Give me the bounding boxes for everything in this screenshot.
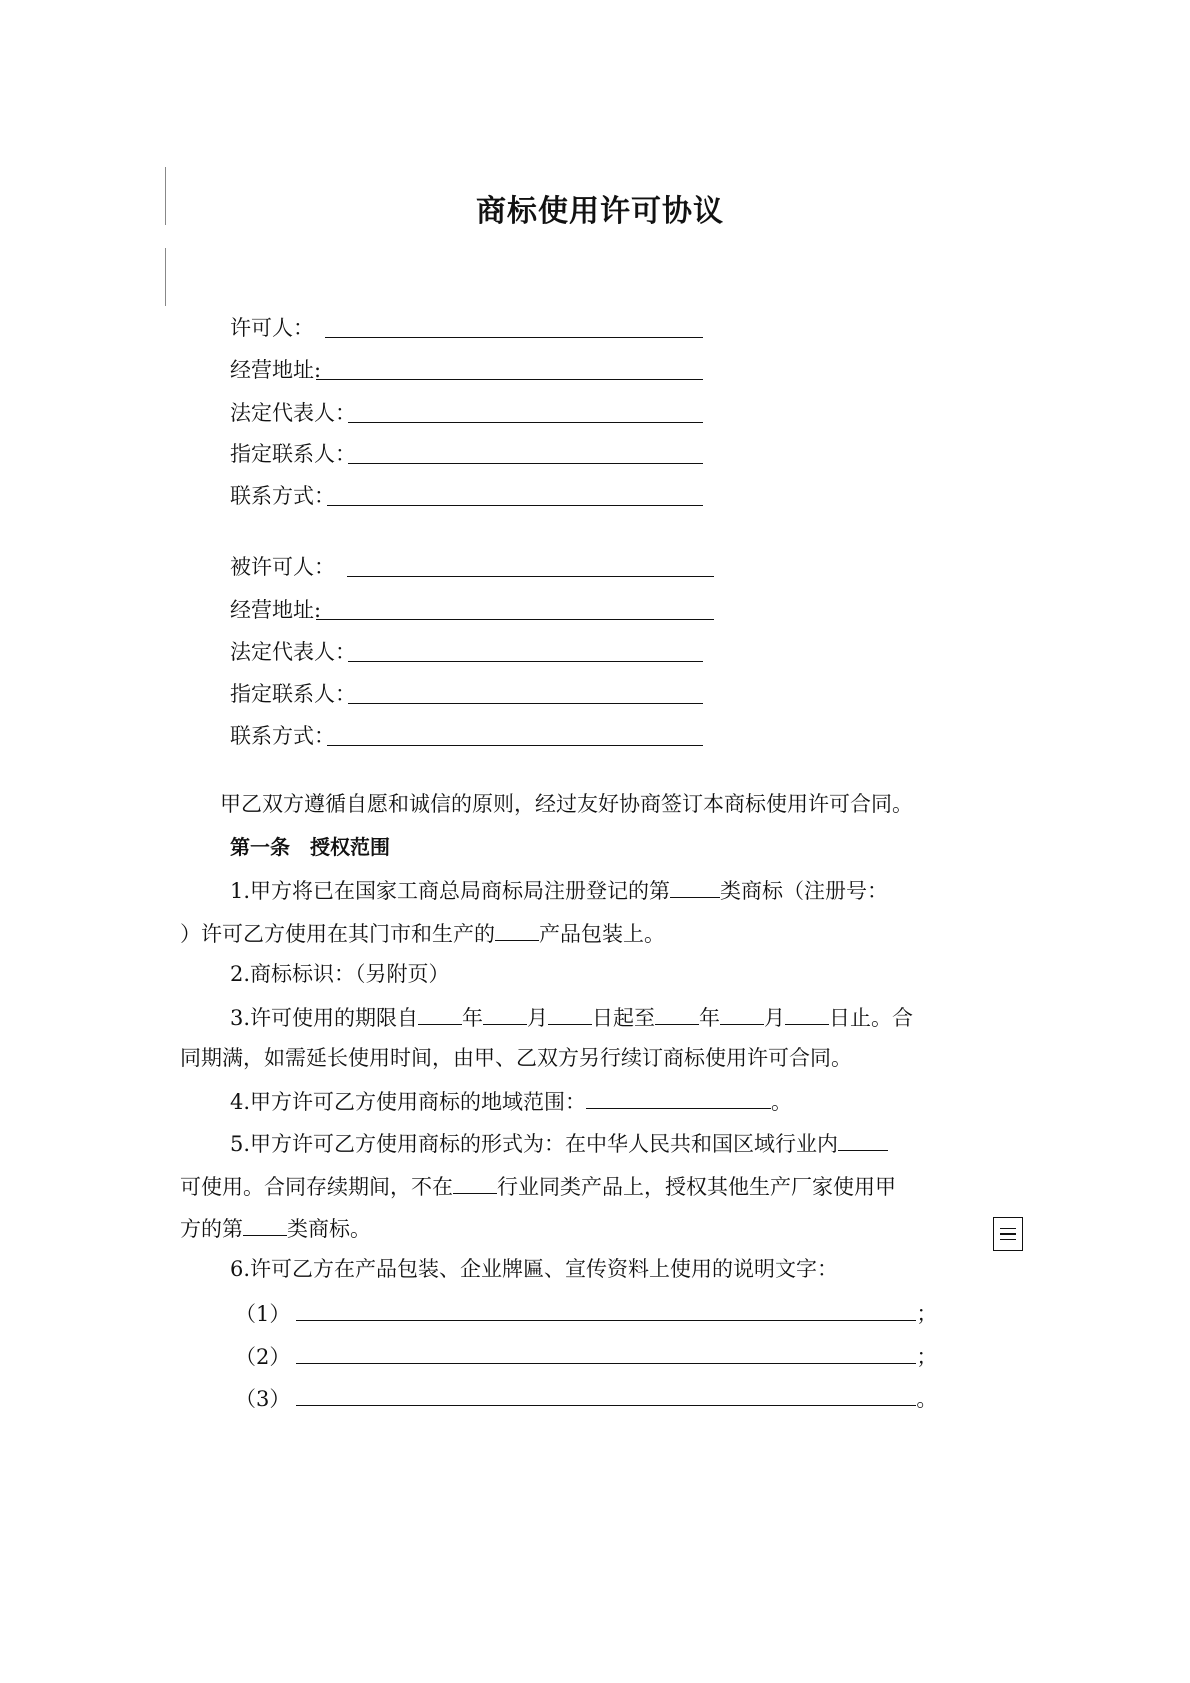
blank-line[interactable] (348, 422, 703, 423)
blank-start-day[interactable] (548, 1002, 592, 1025)
blank-class-number-2[interactable] (243, 1213, 287, 1236)
preamble: 甲乙双方遵循自愿和诚信的原则，经过友好协商签订本商标使用许可合同。 (220, 792, 913, 816)
clause-1-line-1: 1.甲方将已在国家工商总局商标局注册登记的第 类商标（注册号： (230, 875, 888, 905)
clause-6-item-3: （3） 。 (235, 1383, 937, 1413)
margin-mark-bottom (165, 248, 166, 306)
blank-line[interactable] (348, 703, 703, 704)
field-label: 联系方式： (230, 724, 335, 748)
clause-2: 2.商标标识：（另附页） (230, 962, 450, 986)
clause-6-item-1: （1） ； (235, 1298, 937, 1328)
blank-line[interactable] (316, 379, 703, 380)
blank-end-day[interactable] (785, 1002, 829, 1025)
clause-5-line-2: 可使用。合同存续期间，不在 行业同类产品上，授权其他生产厂家使用甲 (180, 1171, 896, 1201)
licensor-contact-person-field[interactable] (230, 440, 730, 468)
blank-class-number[interactable] (670, 875, 720, 898)
blank-description-2[interactable] (296, 1341, 916, 1364)
document-title: 商标使用许可协议 (476, 194, 724, 229)
blank-line[interactable] (325, 337, 703, 338)
blank-line[interactable] (348, 463, 703, 464)
blank-end-year[interactable] (655, 1002, 699, 1025)
licensee-contact-info-field[interactable] (230, 722, 730, 750)
licensor-name-field[interactable] (230, 314, 730, 342)
licensor-legal-rep-field[interactable] (230, 399, 730, 427)
blank-line[interactable] (348, 661, 703, 662)
licensee-legal-rep-field[interactable] (230, 638, 730, 666)
blank-start-month[interactable] (483, 1002, 527, 1025)
blank-territory[interactable] (586, 1086, 771, 1109)
field-label: 法定代表人： (230, 640, 356, 664)
blank-industry[interactable] (453, 1171, 497, 1194)
field-label: 法定代表人： (230, 401, 356, 425)
field-label: 被许可人： (230, 555, 335, 579)
field-label: 指定联系人： (230, 682, 356, 706)
licensee-name-field[interactable] (230, 553, 740, 581)
field-label: 经营地址: (230, 358, 322, 382)
blank-description-3[interactable] (296, 1383, 916, 1406)
licensor-contact-info-field[interactable] (230, 482, 730, 510)
clause-3-line-1: 3.许可使用的期限自 年 月 日起至 年 月 日止。合 (230, 1002, 913, 1032)
blank-line[interactable] (327, 505, 703, 506)
blank-end-month[interactable] (720, 1002, 764, 1025)
article-1-heading: 第一条 授权范围 (230, 835, 390, 859)
blank-product[interactable] (495, 918, 539, 941)
licensee-address-field[interactable] (230, 596, 740, 624)
field-label: 经营地址: (230, 598, 322, 622)
clause-6-item-2: （2） ； (235, 1341, 937, 1371)
blank-exclusivity[interactable] (838, 1128, 888, 1151)
field-label: 许可人： (230, 316, 314, 340)
clause-5-line-1: 5.甲方许可乙方使用商标的形式为：在中华人民共和国区域行业内 (230, 1128, 888, 1158)
blank-line[interactable] (316, 619, 714, 620)
comment-note-icon[interactable] (993, 1217, 1023, 1251)
licensee-contact-person-field[interactable] (230, 680, 730, 708)
blank-start-year[interactable] (418, 1002, 462, 1025)
blank-description-1[interactable] (296, 1298, 916, 1321)
clause-1-line-2: ）许可乙方使用在其门市和生产的 产品包装上。 (180, 918, 665, 948)
clause-5-line-3: 方的第 类商标。 (180, 1213, 371, 1243)
clause-3-line-2: 同期满，如需延长使用时间，由甲、乙双方另行续订商标使用许可合同。 (180, 1046, 852, 1070)
blank-line[interactable] (327, 745, 703, 746)
clause-4: 4.甲方许可乙方使用商标的地域范围： 。 (230, 1086, 792, 1116)
licensor-address-field[interactable] (230, 356, 730, 384)
clause-6: 6.许可乙方在产品包装、企业牌匾、宣传资料上使用的说明文字： (230, 1257, 839, 1281)
blank-line[interactable] (347, 576, 714, 577)
field-label: 联系方式： (230, 484, 335, 508)
field-label: 指定联系人： (230, 442, 356, 466)
